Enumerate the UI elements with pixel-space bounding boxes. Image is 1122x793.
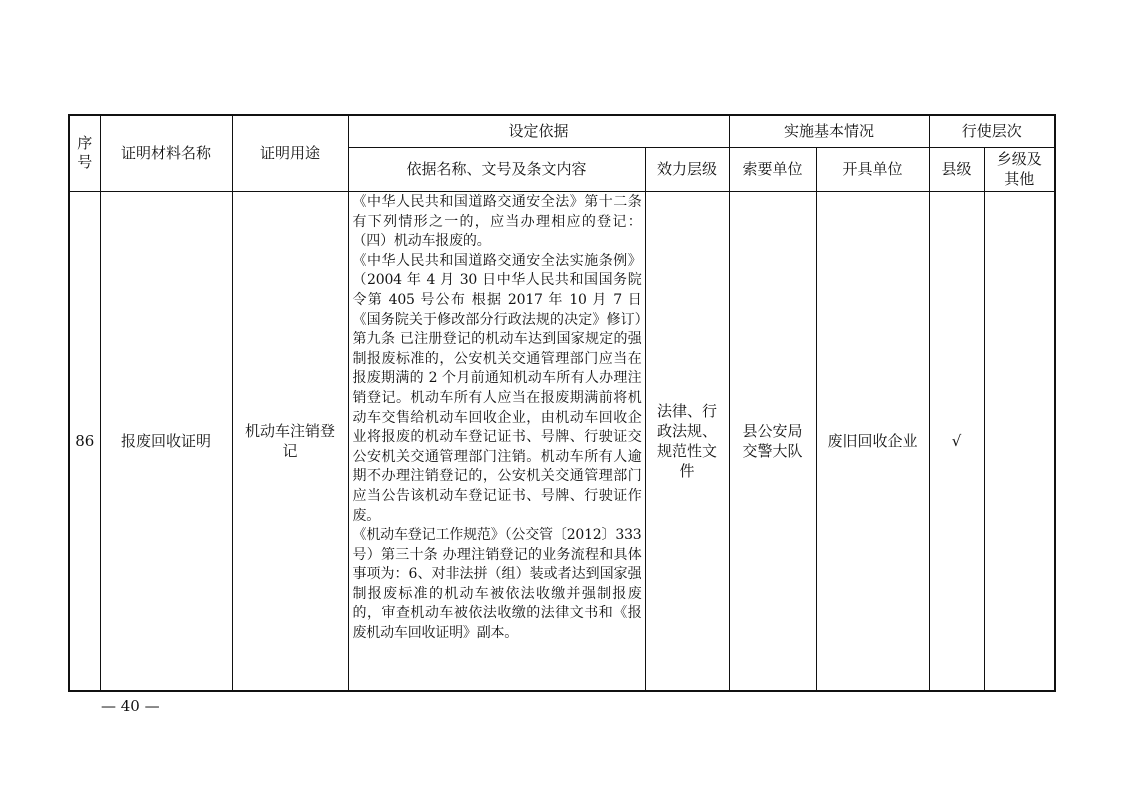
header-implementation-group: 实施基本情况 [729,115,929,148]
table-row [69,192,1055,692]
header-seq-label: 序号 [77,134,93,171]
row-requesting-unit [729,192,816,692]
basis-paragraph-road-traffic-law: 《中华人民共和国道路交通安全法》第十二条 有下列情形之一的，应当办理相应的登记：（四）机动车报废的。 [352,194,642,250]
header-township-other-label: 乡级及其他 [996,150,1042,188]
row-effect-level [645,192,729,692]
header-level-group: 行使层次 [929,115,1055,148]
basis-paragraph-implementation-regulations: 《中华人民共和国道路交通安全法实施条例》（2004 年 4 月 30 日中华人民共和国国务院令第 405 号公布 根据 2017 年 10 月 7 日《国务院关于修改部分行政法规的决定》修订）第九条 已注册登记的机动车达到国家规定的强制报废标准的，公安机关交通管理部门应当在报废期满的 2 个月前通知机动车所有人办理注销登记。机动车所有人应当在报废期满前将机动车交售给机动车回收企业，由机动车回收企业将报废的机动车登记证书、号牌、行驶证交公安机关交通管理部门注销。机动车所有人逾期不办理注销登记的，公安机关交通管理部门应当公告该机动车登记证书、号牌、行驶证作废。 [352,252,642,524]
row-basis-content [348,192,645,692]
row-material-name: 报废回收证明 [100,192,232,692]
header-basis-group: 设定依据 [348,115,729,148]
row-purpose-label: 机动车注销登记 [244,422,335,460]
header-seq [69,115,100,192]
row-purpose [232,192,348,692]
header-issuing-unit: 开具单位 [816,148,929,192]
header-purpose: 证明用途 [232,115,348,192]
basis-paragraph-registration-specification: 《机动车登记工作规范》（公交管〔2012〕333 号）第三十条 办理注销登记的业务流程和具体事项为：6、对非法拼（组）装或者达到国家强制报废标准的机动车被依法收缴并强制报废的，审查机动车被依法收缴的法律文书和《报废机动车回收证明》副本。 [352,527,642,642]
header-row-1 [69,115,1055,148]
header-county-level: 县级 [929,148,984,192]
row-county-level-check: √ [929,192,984,692]
row-effect-level-label: 法律、行政法规、规范性文件 [656,402,717,480]
page-number: — 40 — [101,697,160,715]
header-basis-content: 依据名称、文号及条文内容 [348,148,645,192]
row-township-other [984,192,1055,692]
header-requesting-unit: 索要单位 [729,148,816,192]
row-seq: 86 [69,192,100,692]
certificate-table [68,114,1056,692]
header-material-name: 证明材料名称 [100,115,232,192]
header-effect-level: 效力层级 [645,148,729,192]
row-requesting-unit-label: 县公安局交警大队 [742,422,803,460]
header-township-other [984,148,1055,192]
row-issuing-unit: 废旧回收企业 [816,192,929,692]
